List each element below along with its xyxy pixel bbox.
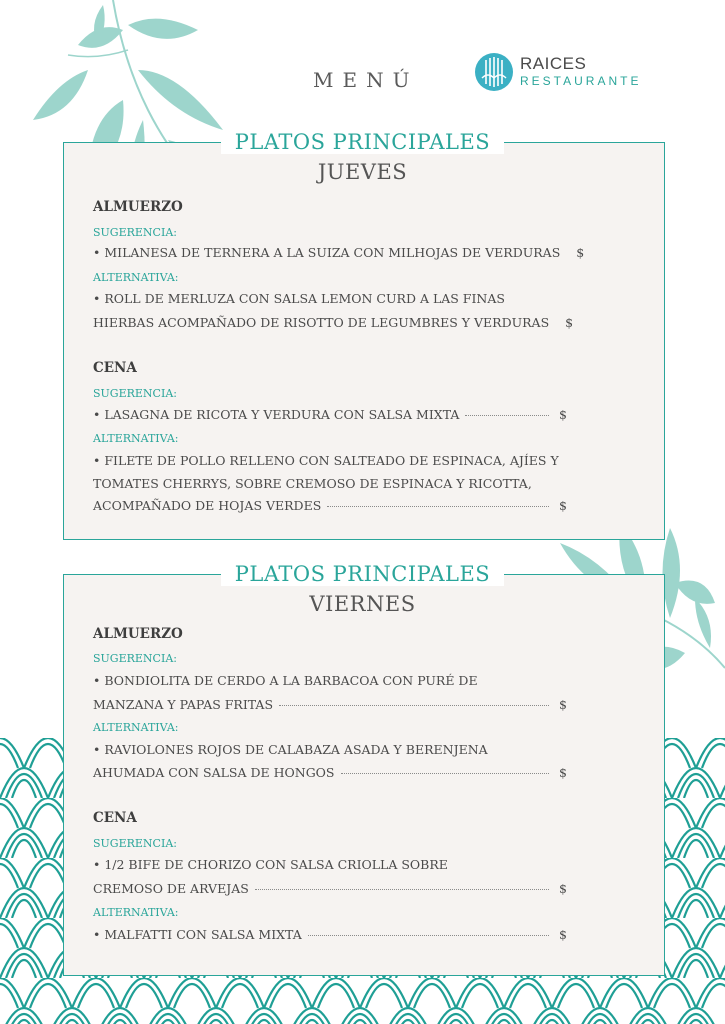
section-title-wrap-jueves (0, 130, 725, 154)
menu-heading: MENÚ (313, 68, 419, 92)
dish-price: $ (559, 927, 567, 942)
dish-text: • RAVIOLONES ROJOS DE CALABAZA ASADA Y BERENJENA (93, 742, 488, 757)
dish-text: AHUMADA CON SALSA DE HONGOS (93, 765, 335, 780)
dish-text: • LASAGNA DE RICOTA Y VERDURA CON SALSA MIXTA (93, 407, 460, 422)
dish-price: $ (559, 407, 567, 422)
dish-line (93, 742, 567, 757)
dish-text: • 1/2 BIFE DE CHORIZO CON SALSA CRIOLLA SOBRE (93, 857, 448, 872)
brand-subtitle: RESTAURANTE (520, 74, 642, 88)
day-title: VIERNES (309, 592, 416, 616)
sugerencia-label: SUGERENCIA: (93, 387, 177, 400)
almuerzo-heading: ALMUERZO (93, 626, 183, 642)
dish-text: • MALFATTI CON SALSA MIXTA (93, 927, 302, 942)
dish-line (93, 476, 567, 491)
dish-line (93, 315, 574, 330)
dish-line (93, 291, 567, 306)
section-title-wrap-viernes (0, 562, 725, 586)
dish-price: $ (565, 315, 574, 330)
dish-price: $ (559, 881, 567, 896)
cena-heading: CENA (93, 810, 137, 826)
brand-name: RAICES (520, 54, 587, 73)
alternativa-label: ALTERNATIVA: (93, 721, 179, 734)
dish-text: HIERBAS ACOMPAÑADO DE RISOTTO DE LEGUMBRES Y VERDURAS (93, 315, 550, 330)
dish-line (93, 245, 585, 260)
sugerencia-label: SUGERENCIA: (93, 837, 177, 850)
dish-line (93, 927, 567, 942)
roots-logo-icon (474, 52, 514, 92)
alternativa-label: ALTERNATIVA: (93, 271, 179, 284)
brand-logo (474, 52, 674, 96)
section-title: PLATOS PRINCIPALES (221, 130, 504, 154)
dish-text: ACOMPAÑADO DE HOJAS VERDES (93, 498, 322, 513)
dish-line (93, 697, 567, 712)
dish-text: • BONDIOLITA DE CERDO A LA BARBACOA CON PURÉ DE (93, 673, 478, 688)
dish-line (93, 881, 567, 896)
dish-line (93, 407, 567, 422)
dish-text: • ROLL DE MERLUZA CON SALSA LEMON CURD A LAS FINAS (93, 291, 505, 306)
dish-text: • FILETE DE POLLO RELLENO CON SALTEADO DE ESPINACA, AJÍES Y (93, 453, 559, 468)
day-title: JUEVES (317, 160, 408, 184)
dish-text: MANZANA Y PAPAS FRITAS (93, 697, 274, 712)
dish-price: $ (559, 498, 567, 513)
dish-price: $ (576, 245, 585, 260)
dish-line (93, 857, 567, 872)
sugerencia-label: SUGERENCIA: (93, 652, 177, 665)
dish-line (93, 673, 567, 688)
dish-text: • MILANESA DE TERNERA A LA SUIZA CON MILHOJAS DE VERDURAS (93, 245, 561, 260)
cena-heading: CENA (93, 360, 137, 376)
alternativa-label: ALTERNATIVA: (93, 906, 179, 919)
dish-text: CREMOSO DE ARVEJAS (93, 881, 249, 896)
section-title: PLATOS PRINCIPALES (221, 562, 504, 586)
almuerzo-heading: ALMUERZO (93, 199, 183, 215)
alternativa-label: ALTERNATIVA: (93, 432, 179, 445)
dish-line (93, 498, 567, 513)
sugerencia-label: SUGERENCIA: (93, 226, 177, 239)
dish-price: $ (559, 765, 567, 780)
dish-text: TOMATES CHERRYS, SOBRE CREMOSO DE ESPINACA Y RICOTTA, (93, 476, 532, 491)
dish-line (93, 453, 567, 468)
dish-line (93, 765, 567, 780)
dish-price: $ (559, 697, 567, 712)
